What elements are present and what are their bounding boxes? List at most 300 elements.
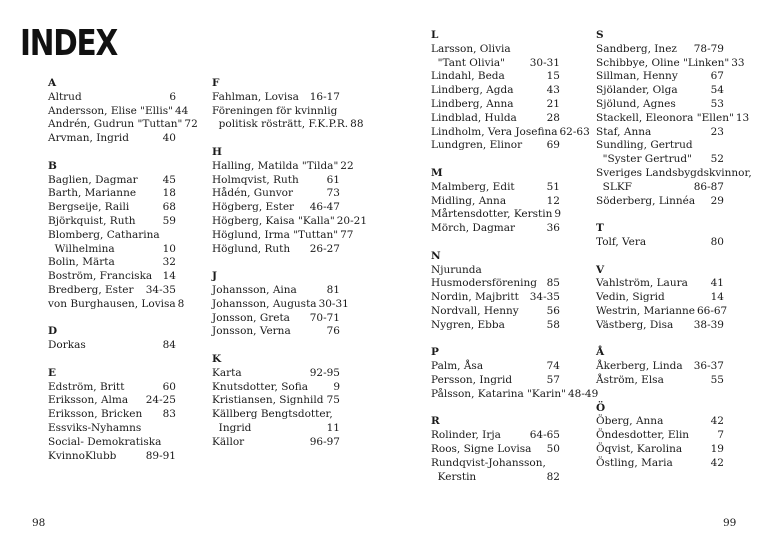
section-letter: D bbox=[48, 325, 58, 338]
index-entry bbox=[48, 256, 176, 270]
entry-page bbox=[338, 408, 340, 422]
entry-name: Vahlström, Laura bbox=[596, 277, 688, 290]
entry-name: Pålsson, Katarina "Karin" bbox=[431, 387, 566, 400]
entry-page: 69 bbox=[546, 139, 560, 152]
entry-page: 13 bbox=[735, 111, 750, 124]
entry-name: Barth, Marianne bbox=[48, 187, 137, 200]
entry-page: 7 bbox=[717, 429, 724, 442]
entry-name: Johansson, Augusta bbox=[212, 297, 317, 310]
entry-page: 40 bbox=[162, 132, 176, 145]
entry-name: Söderberg, Linnéa bbox=[596, 194, 696, 207]
entry-name: Björkquist, Ruth bbox=[48, 214, 136, 227]
entry-page: 9 bbox=[554, 208, 562, 221]
entry-name: Nordvall, Henny bbox=[431, 304, 519, 317]
section-spacer bbox=[596, 250, 724, 264]
entry-name: politisk rösträtt, F.K.P.R. bbox=[212, 118, 349, 131]
entry-page: 74 bbox=[546, 360, 560, 373]
index-entry bbox=[431, 84, 560, 98]
entry-name: Öndesdotter, Elin bbox=[596, 429, 690, 442]
index-entry bbox=[596, 181, 724, 195]
entry-page: 46-47 bbox=[309, 201, 340, 214]
index-section bbox=[596, 402, 724, 471]
entry-name: Bergseije, Raili bbox=[48, 201, 130, 214]
entry-name: Edström, Britt bbox=[48, 380, 125, 393]
index-entry bbox=[48, 229, 176, 243]
entry-name: Ingrid bbox=[212, 421, 252, 434]
index-section bbox=[596, 263, 728, 333]
index-entry bbox=[48, 381, 176, 395]
entry-name: Larsson, Olivia bbox=[431, 42, 511, 55]
entry-page: 55 bbox=[710, 373, 724, 386]
index-section bbox=[48, 325, 176, 353]
index-section bbox=[48, 77, 198, 146]
index-entry bbox=[431, 125, 590, 140]
index-column-3 bbox=[431, 29, 599, 484]
entry-name: Lindblad, Hulda bbox=[431, 111, 517, 124]
entry-page: 53 bbox=[710, 97, 724, 110]
entry-page: 36-37 bbox=[693, 360, 724, 373]
index-entry bbox=[596, 457, 724, 471]
page-number-right: 99 bbox=[723, 517, 737, 529]
entry-page: 43 bbox=[546, 84, 560, 97]
section-spacer bbox=[431, 236, 560, 250]
index-entry bbox=[48, 174, 176, 188]
entry-name: Knutsdotter, Sofia bbox=[212, 380, 308, 393]
entry-name: Persson, Ingrid bbox=[431, 373, 513, 386]
entry-page: 42 bbox=[710, 415, 724, 428]
entry-name: Lundgren, Elinor bbox=[431, 139, 523, 152]
entry-name: Lindberg, Anna bbox=[431, 97, 514, 110]
entry-name: Kristiansen, Signhild bbox=[212, 394, 324, 407]
entry-page: 85 bbox=[546, 277, 560, 290]
section-letter: N bbox=[431, 249, 441, 262]
entry-name: Wilhelmina bbox=[48, 242, 115, 255]
index-entry bbox=[431, 443, 560, 457]
index-entry bbox=[48, 270, 176, 284]
entry-page: 16-17 bbox=[309, 90, 340, 103]
entry-name: Sjölund, Agnes bbox=[596, 97, 676, 110]
entry-page: 84 bbox=[162, 339, 176, 352]
entry-name: Föreningen för kvinnlig bbox=[212, 104, 338, 117]
entry-name: Bolin, Märta bbox=[48, 256, 115, 269]
entry-name: Västberg, Disa bbox=[596, 318, 674, 331]
entry-page: 30-31 bbox=[529, 56, 560, 69]
entry-name: Rolinder, Irja bbox=[431, 429, 501, 442]
entry-page bbox=[752, 167, 754, 181]
index-entry bbox=[596, 70, 724, 84]
entry-name: Andrén, Gudrun "Tuttan" bbox=[48, 118, 183, 131]
index-section bbox=[212, 353, 340, 450]
entry-page: 34-35 bbox=[145, 283, 176, 296]
index-entry bbox=[596, 43, 724, 57]
entry-page: 42 bbox=[710, 456, 724, 469]
entry-page: 66-67 bbox=[696, 304, 728, 317]
entry-name: Åström, Elsa bbox=[596, 373, 664, 386]
section-spacer bbox=[212, 132, 340, 146]
entry-page: 44 bbox=[174, 104, 189, 117]
index-entry bbox=[431, 457, 560, 471]
index-entry bbox=[48, 394, 176, 408]
entry-page: 83 bbox=[162, 408, 176, 421]
index-entry bbox=[212, 325, 340, 339]
entry-page: 96-97 bbox=[309, 435, 340, 448]
entry-name: Staf, Anna bbox=[596, 125, 652, 138]
index-entry bbox=[596, 126, 724, 140]
index-entry bbox=[212, 394, 340, 408]
index-entry bbox=[212, 174, 340, 188]
entry-name: Arvman, Ingrid bbox=[48, 132, 129, 145]
index-entry bbox=[212, 408, 340, 422]
entry-page: 89-91 bbox=[145, 449, 176, 462]
entry-page: 14 bbox=[162, 270, 176, 283]
entry-page bbox=[558, 264, 560, 278]
section-letter: B bbox=[48, 159, 57, 172]
index-section bbox=[431, 250, 560, 333]
entry-page: 12 bbox=[546, 194, 560, 207]
entry-name: Roos, Signe Lovisa bbox=[431, 442, 532, 455]
index-entry bbox=[212, 228, 354, 243]
entry-name: Åkerberg, Linda bbox=[596, 360, 683, 373]
index-title: INDEX bbox=[20, 23, 117, 64]
index-entry bbox=[596, 360, 724, 374]
entry-page: 52 bbox=[710, 153, 724, 166]
index-entry bbox=[596, 56, 745, 71]
entry-name: Mårtensdotter, Kerstin bbox=[431, 208, 553, 221]
entry-name: Högberg, Ester bbox=[212, 201, 295, 214]
entry-name: Nordin, Majbritt bbox=[431, 291, 519, 304]
index-entry bbox=[212, 187, 340, 201]
index-entry bbox=[212, 422, 340, 436]
entry-name: Jonsson, Greta bbox=[212, 311, 290, 324]
index-entry bbox=[431, 112, 560, 126]
entry-name: "Tant Olivia" bbox=[431, 56, 505, 69]
index-entry bbox=[596, 319, 724, 333]
index-entry bbox=[212, 214, 368, 229]
entry-page: 32 bbox=[162, 256, 176, 269]
index-entry bbox=[431, 57, 560, 71]
index-entry bbox=[48, 243, 176, 257]
section-letter: T bbox=[596, 222, 604, 235]
index-entry bbox=[431, 429, 560, 443]
entry-page: 77 bbox=[340, 228, 354, 241]
entry-page: 48-49 bbox=[567, 387, 599, 400]
entry-page: 38-39 bbox=[693, 318, 724, 331]
section-letter: A bbox=[48, 77, 57, 89]
index-section bbox=[48, 159, 185, 312]
entry-name: Tolf, Vera bbox=[596, 235, 647, 248]
entry-page bbox=[174, 436, 176, 450]
index-entry bbox=[48, 408, 176, 422]
index-entry bbox=[212, 284, 340, 298]
index-entry bbox=[596, 277, 724, 291]
index-entry bbox=[212, 118, 364, 132]
index-entry bbox=[48, 284, 176, 298]
index-entry bbox=[431, 222, 560, 236]
entry-page: 59 bbox=[162, 214, 176, 227]
entry-page: 78-79 bbox=[693, 42, 724, 55]
entry-name: "Syster Gertrud" bbox=[596, 153, 692, 166]
entry-page: 41 bbox=[710, 277, 724, 290]
index-column-1 bbox=[48, 77, 198, 463]
section-letter: R bbox=[431, 415, 440, 428]
entry-page: 21 bbox=[546, 97, 560, 110]
entry-page: 22 bbox=[340, 159, 354, 172]
index-section bbox=[212, 270, 349, 339]
page-number-left: 98 bbox=[32, 517, 46, 529]
section-letter: F bbox=[212, 77, 220, 89]
entry-name: Höglund, Ruth bbox=[212, 242, 291, 255]
index-entry bbox=[48, 215, 176, 229]
entry-page: 9 bbox=[333, 380, 340, 393]
entry-page bbox=[174, 422, 176, 436]
index-entry bbox=[212, 367, 340, 381]
entry-page bbox=[558, 457, 560, 471]
entry-page: 34-35 bbox=[529, 291, 560, 304]
entry-page: 29 bbox=[710, 194, 724, 207]
entry-page: 82 bbox=[546, 470, 560, 483]
index-section bbox=[596, 346, 724, 387]
section-spacer bbox=[48, 146, 176, 160]
index-entry bbox=[431, 291, 560, 305]
index-entry bbox=[596, 236, 724, 250]
index-entry bbox=[212, 297, 349, 312]
section-letter: L bbox=[431, 29, 439, 41]
entry-name: Sillman, Henny bbox=[596, 70, 678, 83]
index-entry bbox=[596, 291, 724, 305]
entry-name: Mörch, Dagmar bbox=[431, 222, 516, 235]
section-letter: H bbox=[212, 145, 222, 158]
index-entry bbox=[431, 305, 560, 319]
index-entry bbox=[431, 471, 560, 485]
index-entry bbox=[48, 201, 176, 215]
index-entry bbox=[48, 91, 176, 105]
index-entry bbox=[596, 166, 752, 181]
index-entry bbox=[431, 264, 560, 278]
index-entry bbox=[596, 153, 724, 167]
section-letter: J bbox=[212, 270, 217, 283]
entry-name: Malmberg, Edit bbox=[431, 180, 515, 193]
entry-name: Sandberg, Inez bbox=[596, 42, 677, 55]
entry-name: von Burghausen, Lovisa bbox=[48, 297, 176, 310]
entry-page: 80 bbox=[710, 235, 724, 248]
entry-page: 28 bbox=[546, 111, 560, 124]
index-section bbox=[596, 29, 752, 208]
section-spacer bbox=[212, 256, 340, 270]
section-spacer bbox=[596, 388, 724, 402]
entry-page: 30-31 bbox=[318, 297, 349, 310]
entry-name: Altrud bbox=[48, 90, 82, 103]
entry-page: 33 bbox=[731, 56, 745, 69]
entry-page: 18 bbox=[162, 187, 176, 200]
index-entry bbox=[431, 181, 560, 195]
entry-name: Kerstin bbox=[431, 470, 477, 483]
entry-page: 81 bbox=[326, 283, 340, 296]
section-spacer bbox=[212, 339, 340, 353]
entry-page: 51 bbox=[546, 180, 560, 193]
entry-name: Eriksson, Alma bbox=[48, 394, 129, 407]
entry-name: Schibbye, Oline "Linken" bbox=[596, 56, 730, 69]
entry-name: Halling, Matilda "Tilda" bbox=[212, 159, 339, 172]
entry-page: 62-63 bbox=[559, 125, 590, 138]
entry-name: Essviks-Nyhamns bbox=[48, 421, 142, 434]
entry-name: Öberg, Anna bbox=[596, 415, 664, 428]
index-section bbox=[212, 77, 364, 132]
entry-page: 60 bbox=[162, 380, 176, 393]
entry-page: 23 bbox=[710, 125, 724, 138]
entry-name: Eriksson, Bricken bbox=[48, 408, 143, 421]
entry-name: Social- Demokratiska bbox=[48, 435, 162, 448]
entry-page: 70-71 bbox=[309, 311, 340, 324]
index-column-4 bbox=[596, 29, 752, 471]
entry-page: 20-21 bbox=[336, 214, 368, 227]
entry-page: 54 bbox=[710, 84, 724, 97]
entry-page: 50 bbox=[546, 442, 560, 455]
index-section bbox=[431, 346, 599, 401]
entry-name: Sveriges Landsbygdskvinnor, bbox=[596, 166, 752, 179]
entry-name: Källberg Bengtsdotter, bbox=[212, 408, 333, 421]
entry-page: 10 bbox=[162, 242, 176, 255]
entry-page: 72 bbox=[184, 118, 198, 131]
entry-page: 15 bbox=[546, 70, 560, 83]
entry-page: 58 bbox=[546, 318, 560, 331]
entry-page: 61 bbox=[326, 173, 340, 186]
index-section bbox=[48, 367, 176, 464]
entry-page: 14 bbox=[710, 291, 724, 304]
entry-name: Palm, Åsa bbox=[431, 360, 484, 373]
section-letter: Ö bbox=[596, 401, 606, 414]
entry-page: 45 bbox=[162, 173, 176, 186]
section-letter: M bbox=[431, 166, 443, 179]
entry-name: Östling, Maria bbox=[596, 456, 673, 469]
section-spacer bbox=[431, 402, 560, 416]
section-spacer bbox=[48, 353, 176, 367]
index-entry bbox=[431, 277, 560, 291]
section-letter: Å bbox=[596, 346, 605, 359]
index-entry bbox=[431, 319, 560, 333]
entry-page: 64-65 bbox=[529, 429, 560, 442]
entry-page: 68 bbox=[162, 201, 176, 214]
index-entry bbox=[48, 297, 185, 312]
section-letter: E bbox=[48, 366, 57, 379]
entry-page: 57 bbox=[546, 373, 560, 386]
entry-name: Njurunda bbox=[431, 263, 482, 276]
index-entry bbox=[212, 312, 340, 326]
entry-name: SLKF bbox=[596, 180, 632, 193]
index-entry bbox=[596, 415, 724, 429]
section-letter: P bbox=[431, 346, 439, 359]
entry-name: Fahlman, Lovisa bbox=[212, 90, 299, 103]
entry-page: 11 bbox=[326, 421, 340, 434]
entry-name: Holmqvist, Ruth bbox=[212, 173, 299, 186]
index-entry bbox=[212, 243, 340, 257]
entry-name: Karta bbox=[212, 366, 242, 379]
entry-name: Boström, Franciska bbox=[48, 270, 153, 283]
entry-page: 56 bbox=[546, 304, 560, 317]
index-entry bbox=[431, 374, 560, 388]
index-entry bbox=[212, 201, 340, 215]
index-entry bbox=[48, 450, 176, 464]
entry-page: 86-87 bbox=[693, 180, 724, 193]
index-entry bbox=[596, 374, 724, 388]
index-entry bbox=[596, 304, 728, 319]
entry-page: 76 bbox=[326, 325, 340, 338]
index-entry bbox=[431, 43, 560, 57]
section-letter: S bbox=[596, 29, 604, 41]
index-entry bbox=[212, 436, 340, 450]
entry-name: Lindberg, Agda bbox=[431, 84, 514, 97]
entry-page: 26-27 bbox=[309, 242, 340, 255]
entry-name: Nygren, Ebba bbox=[431, 318, 505, 331]
index-entry bbox=[431, 208, 560, 222]
section-spacer bbox=[431, 153, 560, 167]
entry-page bbox=[558, 43, 560, 57]
index-entry bbox=[431, 360, 560, 374]
entry-name: Westrin, Marianne bbox=[596, 304, 695, 317]
section-spacer bbox=[596, 208, 724, 222]
entry-page: 19 bbox=[710, 442, 724, 455]
index-section bbox=[431, 29, 590, 153]
index-entry bbox=[596, 443, 724, 457]
index-section bbox=[596, 222, 724, 250]
entry-name: Bredberg, Ester bbox=[48, 283, 134, 296]
index-entry bbox=[48, 132, 176, 146]
entry-name: Husmodersförening bbox=[431, 277, 537, 290]
index-column-2 bbox=[212, 77, 368, 450]
section-spacer bbox=[48, 312, 176, 326]
entry-name: Dorkas bbox=[48, 339, 86, 352]
entry-name: Högberg, Kaisa "Kalla" bbox=[212, 214, 335, 227]
index-entry bbox=[48, 118, 198, 132]
entry-name: Baglien, Dagmar bbox=[48, 173, 138, 186]
entry-name: Johansson, Aina bbox=[212, 283, 297, 296]
entry-page bbox=[722, 139, 724, 153]
index-entry bbox=[431, 70, 560, 84]
index-entry bbox=[431, 387, 599, 402]
index-entry bbox=[48, 339, 176, 353]
entry-page: 8 bbox=[177, 297, 185, 310]
entry-page: 88 bbox=[350, 118, 364, 131]
entry-name: Lindahl, Beda bbox=[431, 70, 505, 83]
index-section bbox=[431, 167, 560, 236]
entry-name: Stackell, Eleonora "Ellen" bbox=[596, 111, 734, 124]
entry-name: Blomberg, Catharina bbox=[48, 228, 160, 241]
index-entry bbox=[431, 98, 560, 112]
index-entry bbox=[48, 422, 176, 436]
entry-name: Källor bbox=[212, 435, 245, 448]
entry-page: 6 bbox=[169, 90, 176, 103]
entry-page bbox=[338, 105, 340, 119]
entry-page: 36 bbox=[546, 222, 560, 235]
entry-name: Öqvist, Karolina bbox=[596, 442, 683, 455]
index-entry bbox=[596, 98, 724, 112]
entry-name: KvinnoKlubb bbox=[48, 449, 117, 462]
index-entry bbox=[596, 84, 724, 98]
section-spacer bbox=[596, 333, 724, 347]
entry-page bbox=[174, 229, 176, 243]
section-letter: V bbox=[596, 263, 605, 276]
index-entry bbox=[431, 195, 560, 209]
index-entry bbox=[596, 429, 724, 443]
entry-page: 67 bbox=[710, 70, 724, 83]
entry-page: 75 bbox=[326, 394, 340, 407]
entry-page: 73 bbox=[326, 187, 340, 200]
entry-name: Vedin, Sigrid bbox=[596, 291, 665, 304]
index-entry bbox=[48, 104, 189, 119]
index-entry bbox=[212, 381, 340, 395]
index-entry bbox=[596, 195, 724, 209]
index-section bbox=[212, 145, 368, 256]
entry-name: Midling, Anna bbox=[431, 194, 507, 207]
